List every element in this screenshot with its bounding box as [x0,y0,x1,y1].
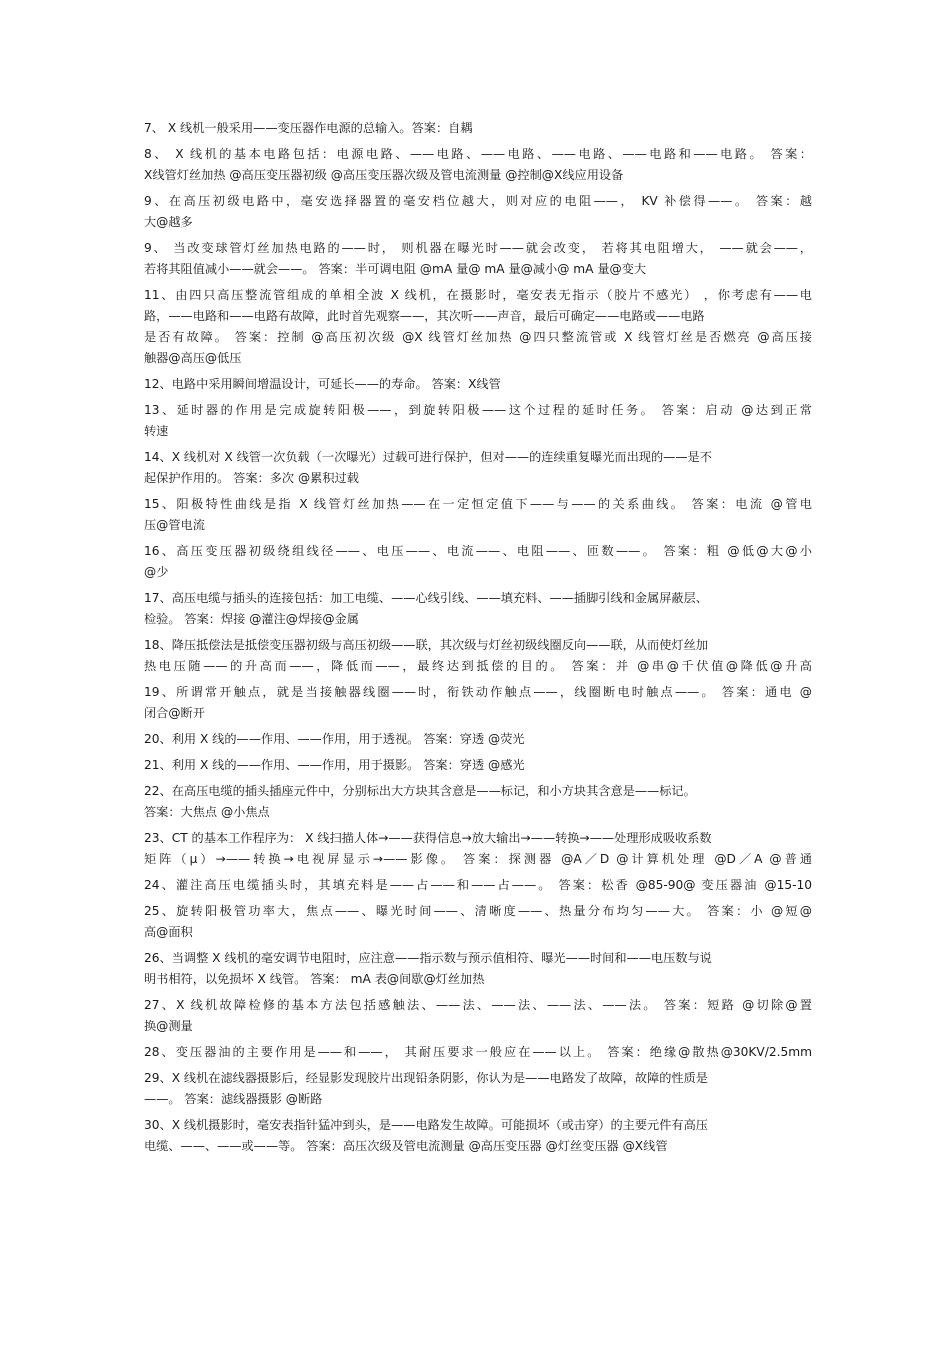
question-item [144,447,812,489]
text-line: 矩阵（μ）→——转换→电视屏显示→——影像。 答案：探测器 @A／D @计算机处理 @D／A @普通 [144,852,812,866]
question-list [144,118,812,1162]
question-item [144,400,812,442]
text-line: 热电压随——的升高而——，降低而——，最终达到抵偿的目的。 答案：并 @串@千伏值@降低@升高 [144,659,812,673]
question-item [144,729,812,750]
text-line: 高@面积 [144,925,193,939]
question-item [144,541,812,583]
question-item [144,1068,812,1110]
text-line: 转速 [144,424,169,438]
text-line: 是否有故障。 答案：控制 @高压初次级 @X 线管灯丝加热 @四只整流管或 X 线管灯丝是否燃亮 @高压接 [144,330,812,344]
text-line: 明书相符，以免损坏 X 线管。 答案： mA 表@间歇@灯丝加热 [144,972,485,986]
question-item [144,374,812,395]
text-line: 9、 当改变球管灯丝加热电路的——时， 则机器在曝光时——就会改变， 若将其电阻增大， ——就会——， [144,241,812,255]
question-item [144,875,812,896]
text-line: 29、X 线机在滤线器摄影后，经显影发现胶片出现铅条阴影，你认为是——电路发了故障，故障的性质是 [144,1071,708,1085]
text-line: @少 [144,565,169,579]
text-line: 7、 X 线机一般采用——变压器作电源的总输入。答案：自耦 [144,121,473,135]
question-item [144,588,812,630]
question-item [144,144,812,186]
question-item [144,1115,812,1157]
text-line: 起保护作用的。 答案：多次 @累积过载 [144,471,359,485]
question-item [144,635,812,677]
text-line: 14、X 线机对 X 线管一次负载（一次曝光）过载可进行保护，但对——的连续重复曝光而出现的——是不 [144,450,712,464]
text-line: X线管灯丝加热 @高压变压器初级 @高压变压器次级及管电流测量 @控制@X线应用设备 [144,168,624,182]
text-line: 18、降压抵偿法是抵偿变压器初级与高压初级——联，其次级与灯丝初级线圈反向——联，从而使灯丝加 [144,638,708,652]
text-line: 大@越多 [144,215,193,229]
text-line: 13、延时器的作用是完成旋转阳极——，到旋转阳极——这个过程的延时任务。 答案：启动 @达到正常 [144,403,812,417]
text-line: ——。 答案：滤线器摄影 @断路 [144,1092,323,1106]
text-line: 换@测量 [144,1019,193,1033]
text-line: 28、变压器油的主要作用是——和——， 其耐压要求一般应在——以上。 答案：绝缘@散热@30KV/2.5mm [144,1045,812,1059]
question-item [144,494,812,536]
text-line: 25、旋转阳极管功率大，焦点——、曝光时间——、清晰度——、热量分布均匀——大。 答案：小 @短@ [144,904,812,918]
text-line: 8、 X 线机的基本电路包括：电源电路、——电路、——电路、——电路、——电路和——电路。 答案： [144,147,812,161]
text-line: 15、阳极特性曲线是指 X 线管灯丝加热——在一定恒定值下——与——的关系曲线。 答案：电流 @管电 [144,497,812,511]
text-line: 23、CT 的基本工作程序为： X 线扫描人体→——获得信息→放大输出→——转换→——处理形成吸收系数 [144,831,712,845]
question-item [144,948,812,990]
text-line: 触器@高压@低压 [144,351,242,365]
question-item [144,191,812,233]
text-line: 16、高压变压器初级绕组线径——、电压——、电流——、电阻——、匝数——。 答案：粗 @低@大@小 [144,544,812,558]
text-line: 24、灌注高压电缆插头时，其填充料是——占——和——占——。 答案：松香 @85-90@ 变压器油 @15-10 [144,878,812,892]
text-line: 压@管电流 [144,518,205,532]
question-item [144,285,812,369]
text-line: 11、由四只高压整流管组成的单相全波 X 线机，在摄影时，毫安表无指示（胶片不感光） ，你考虑有——电 [144,288,812,302]
question-item [144,1042,812,1063]
question-item [144,995,812,1037]
question-item [144,755,812,776]
text-line: 闭合@断开 [144,706,205,720]
text-line: 答案：大焦点 @小焦点 [144,805,270,819]
text-line: 17、高压电缆与插头的连接包括：加工电缆、——心线引线、——填充料、——插脚引线和金属屏蔽层、 [144,591,708,605]
text-line: 9、在高压初级电路中，毫安选择器置的毫安档位越大，则对应的电阻——， KV 补偿得——。 答案：越 [144,194,812,208]
question-item [144,238,812,280]
question-item [144,781,812,823]
text-line: 30、X 线机摄影时，毫安表指针猛冲到头，是——电路发生故障。可能损坏（或击穿）的主要元件有高压 [144,1118,708,1132]
text-line: 26、当调整 X 线机的毫安调节电阻时，应注意——指示数与预示值相符、曝光——时间和——电压数与说 [144,951,712,965]
text-line: 路，——电路和——电路有故障，此时首先观察——，其次听——声音，最后可确定——电路或——电路 [144,309,705,323]
text-line: 检验。 答案：焊接 @灌注@焊接@金属 [144,612,359,626]
question-item [144,828,812,870]
text-line: 12、电路中采用瞬间增温设计，可延长——的寿命。 答案：X线管 [144,377,501,391]
text-line: 19、所谓常开触点，就是当接触器线圈——时，衔铁动作触点——，线圈断电时触点——。 答案：通电 @ [144,685,812,699]
question-item [144,118,812,139]
text-line: 22、在高压电缆的插头插座元件中，分别标出大方块其含意是——标记，和小方块其含意是——标记。 [144,784,696,798]
text-line: 若将其阻值减小——就会——。 答案：半可调电阻 @mA 量@ mA 量@减小@ mA 量@变大 [144,262,647,276]
question-item [144,901,812,943]
question-item [144,682,812,724]
text-line: 27、X 线机故障检修的基本方法包括感触法、——法、——法、——法、——法。 答案：短路 @切除@置 [144,998,812,1012]
text-line: 电缆、——、——或——等。 答案：高压次级及管电流测量 @高压变压器 @灯丝变压器 @X线管 [144,1139,668,1153]
text-line: 20、利用 X 线的——作用、——作用，用于透视。 答案：穿透 @荧光 [144,732,525,746]
text-line: 21、利用 X 线的——作用、——作用，用于摄影。 答案：穿透 @感光 [144,758,525,772]
